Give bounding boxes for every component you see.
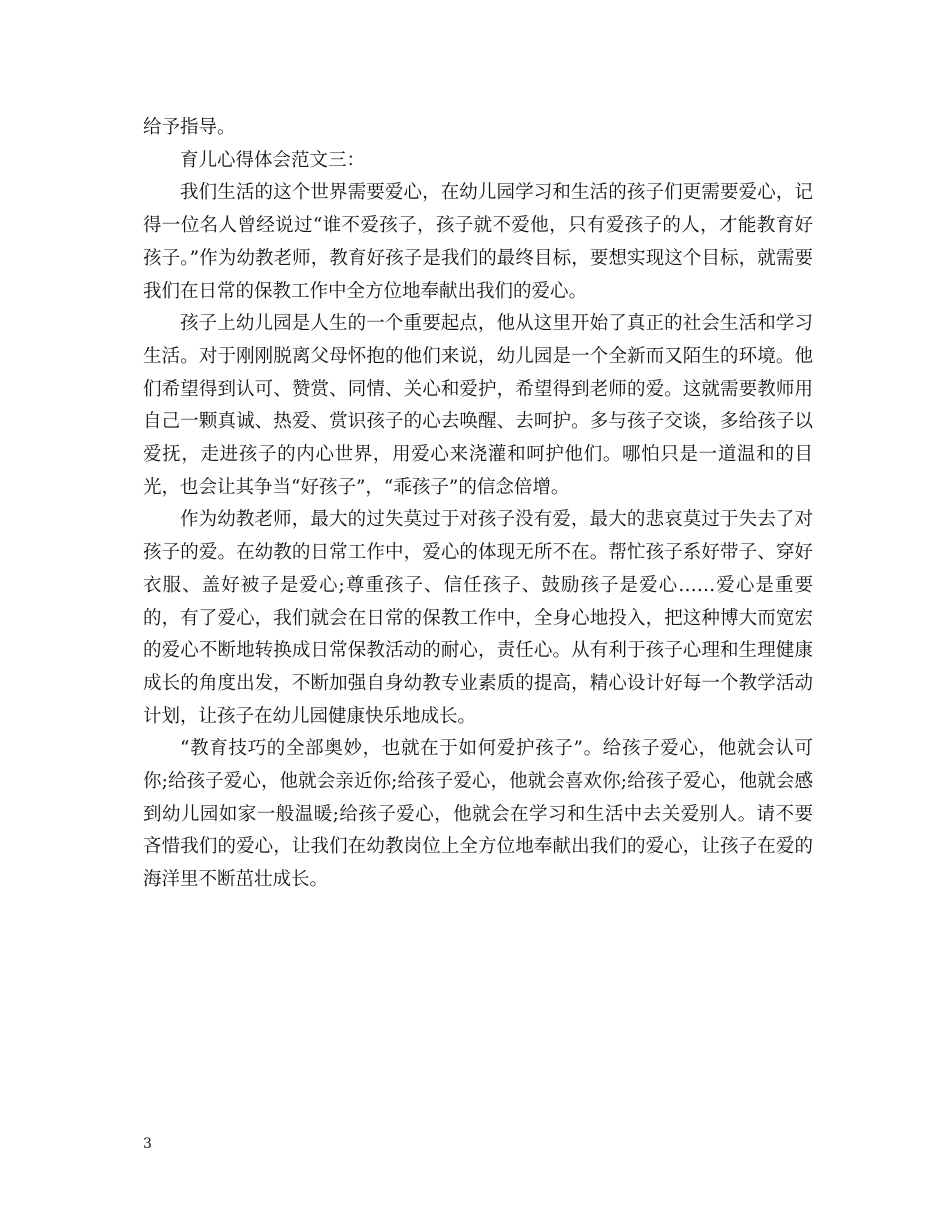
document-body — [143, 112, 813, 897]
paragraph: 我们生活的这个世界需要爱心，在幼儿园学习和生活的孩子们更需要爱心，记得一位名人曾经说过“谁不爱孩子，孩子就不爱他，只有爱孩子的人，才能教育好孩子。”作为幼教老师，教育好孩子是我们的最终目标，要想实现这个目标，就需要我们在日常的保教工作中全方位地奉献出我们的爱心。 — [143, 182, 813, 302]
section-heading: 育儿心得体会范文三： — [180, 149, 366, 171]
paragraph: “教育技巧的全部奥妙，也就在于如何爱护孩子”。给孩子爱心，他就会认可你;给孩子爱心，他就会亲近你;给孩子爱心，他就会喜欢你;给孩子爱心，他就会感到幼儿园如家一般温暖;给孩子爱心，他就会在学习和生活中去关爱别人。请不要吝惜我们的爱心，让我们在幼教岗位上全方位地奉献出我们的爱心，让孩子在爱的海洋里不断茁壮成长。 — [143, 738, 813, 891]
page-number: 3 — [143, 1136, 152, 1152]
paragraph: 孩子上幼儿园是人生的一个重要起点，他从这里开始了真正的社会生活和学习生活。对于刚刚脱离父母怀抱的他们来说，幼儿园是一个全新而又陌生的环境。他们希望得到认可、赞赏、同情、关心和爱护，希望得到老师的爱。这就需要教师用自己一颗真诚、热爱、赏识孩子的心去唤醒、去呵护。多与孩子交谈，多给孩子以爱抚，走进孩子的内心世界，用爱心来浇灌和呵护他们。哪怕只是一道温和的目光，也会让其争当“好孩子”，“乖孩子”的信念倍增。 — [143, 313, 813, 498]
paragraph-continuation: 给予指导。 — [143, 117, 236, 138]
paragraph: 作为幼教老师，最大的过失莫过于对孩子没有爱，最大的悲哀莫过于失去了对孩子的爱。在幼教的日常工作中，爱心的体现无所不在。帮忙孩子系好带子、穿好衣服、盖好被子是爱心;尊重孩子、信任孩子、鼓励孩子是爱心……爱心是重要的，有了爱心，我们就会在日常的保教工作中，全身心地投入，把这种博大而宽宏的爱心不断地转换成日常保教活动的耐心，责任心。从有利于孩子心理和生理健康成长的角度出发，不断加强自身幼教专业素质的提高，精心设计好每一个教学活动计划，让孩子在幼儿园健康快乐地成长。 — [143, 509, 813, 727]
